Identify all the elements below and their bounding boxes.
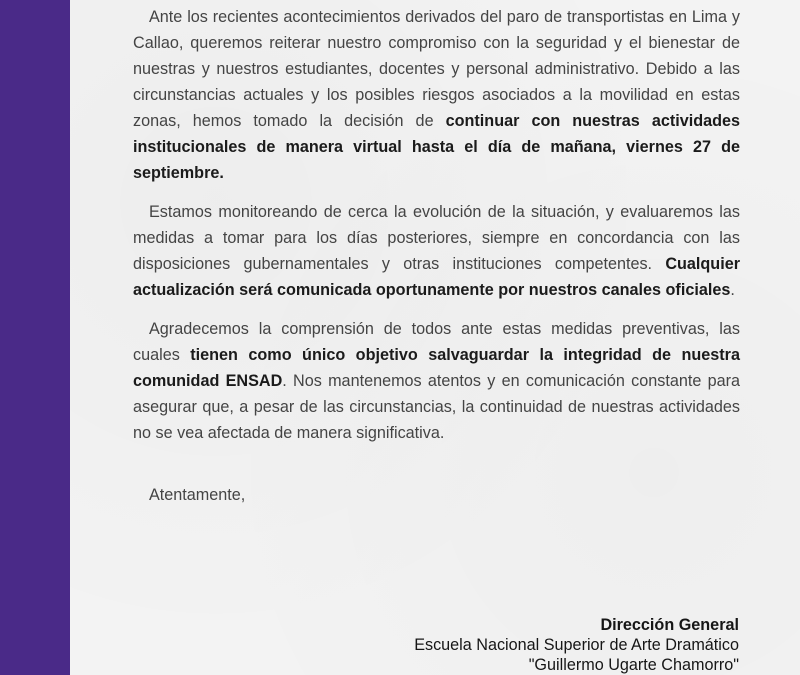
- paragraph-1: [133, 4, 740, 186]
- side-color-band: [0, 0, 70, 675]
- paragraph-2-emphasis: Cualquier actualización será comunicada oportunamente por nuestros canales oficiales: [133, 255, 740, 299]
- paragraph-2: [133, 199, 740, 303]
- paragraph-1-text: Ante los recientes acontecimientos derivados del paro de transportistas en Lima y Callao, queremos reiterar nuestro compromiso con la seguridad y el bienestar de nuestras y nuestros estudiantes, docentes y personal administrativo. Debido a las circunstancias actuales y los posibles riesgos asociados a la movilidad en estas zonas, hemos tomado la decisión de: [133, 8, 740, 130]
- letter-sheet: [70, 0, 800, 675]
- letter-body: [133, 4, 740, 508]
- paragraph-3: [133, 316, 740, 446]
- signature-institution-name: "Guillermo Ugarte Chamorro": [528, 656, 739, 674]
- paragraph-2-text: Estamos monitoreando de cerca la evolución de la situación, y evaluaremos las medidas a tomar para los días posteriores, siempre en concordancia con las disposiciones gubernamentales y otras instituciones competentes.: [133, 203, 740, 273]
- paragraph-3-emphasis: tienen como único objetivo salvaguardar la integridad de nuestra comunidad ENSAD: [133, 346, 740, 390]
- signature-block: [414, 615, 739, 675]
- paragraph-3-text-a: Agradecemos la comprensión de todos ante estas medidas preventivas, las cuales: [133, 320, 740, 364]
- paragraph-2-period: .: [730, 281, 735, 299]
- signature-institution: Escuela Nacional Superior de Arte Dramático: [414, 636, 739, 654]
- paragraph-1-emphasis: continuar con nuestras actividades institucionales de manera virtual hasta el día de mañana, viernes 27 de septiembre.: [133, 112, 740, 182]
- closing-salutation: Atentamente,: [149, 486, 246, 504]
- paragraph-3-text-b: . Nos mantenemos atentos y en comunicación constante para asegurar que, a pesar de las circunstancias, la continuidad de nuestras actividades no se vea afectada de manera significativa.: [133, 372, 740, 442]
- signature-title: Dirección General: [600, 616, 739, 634]
